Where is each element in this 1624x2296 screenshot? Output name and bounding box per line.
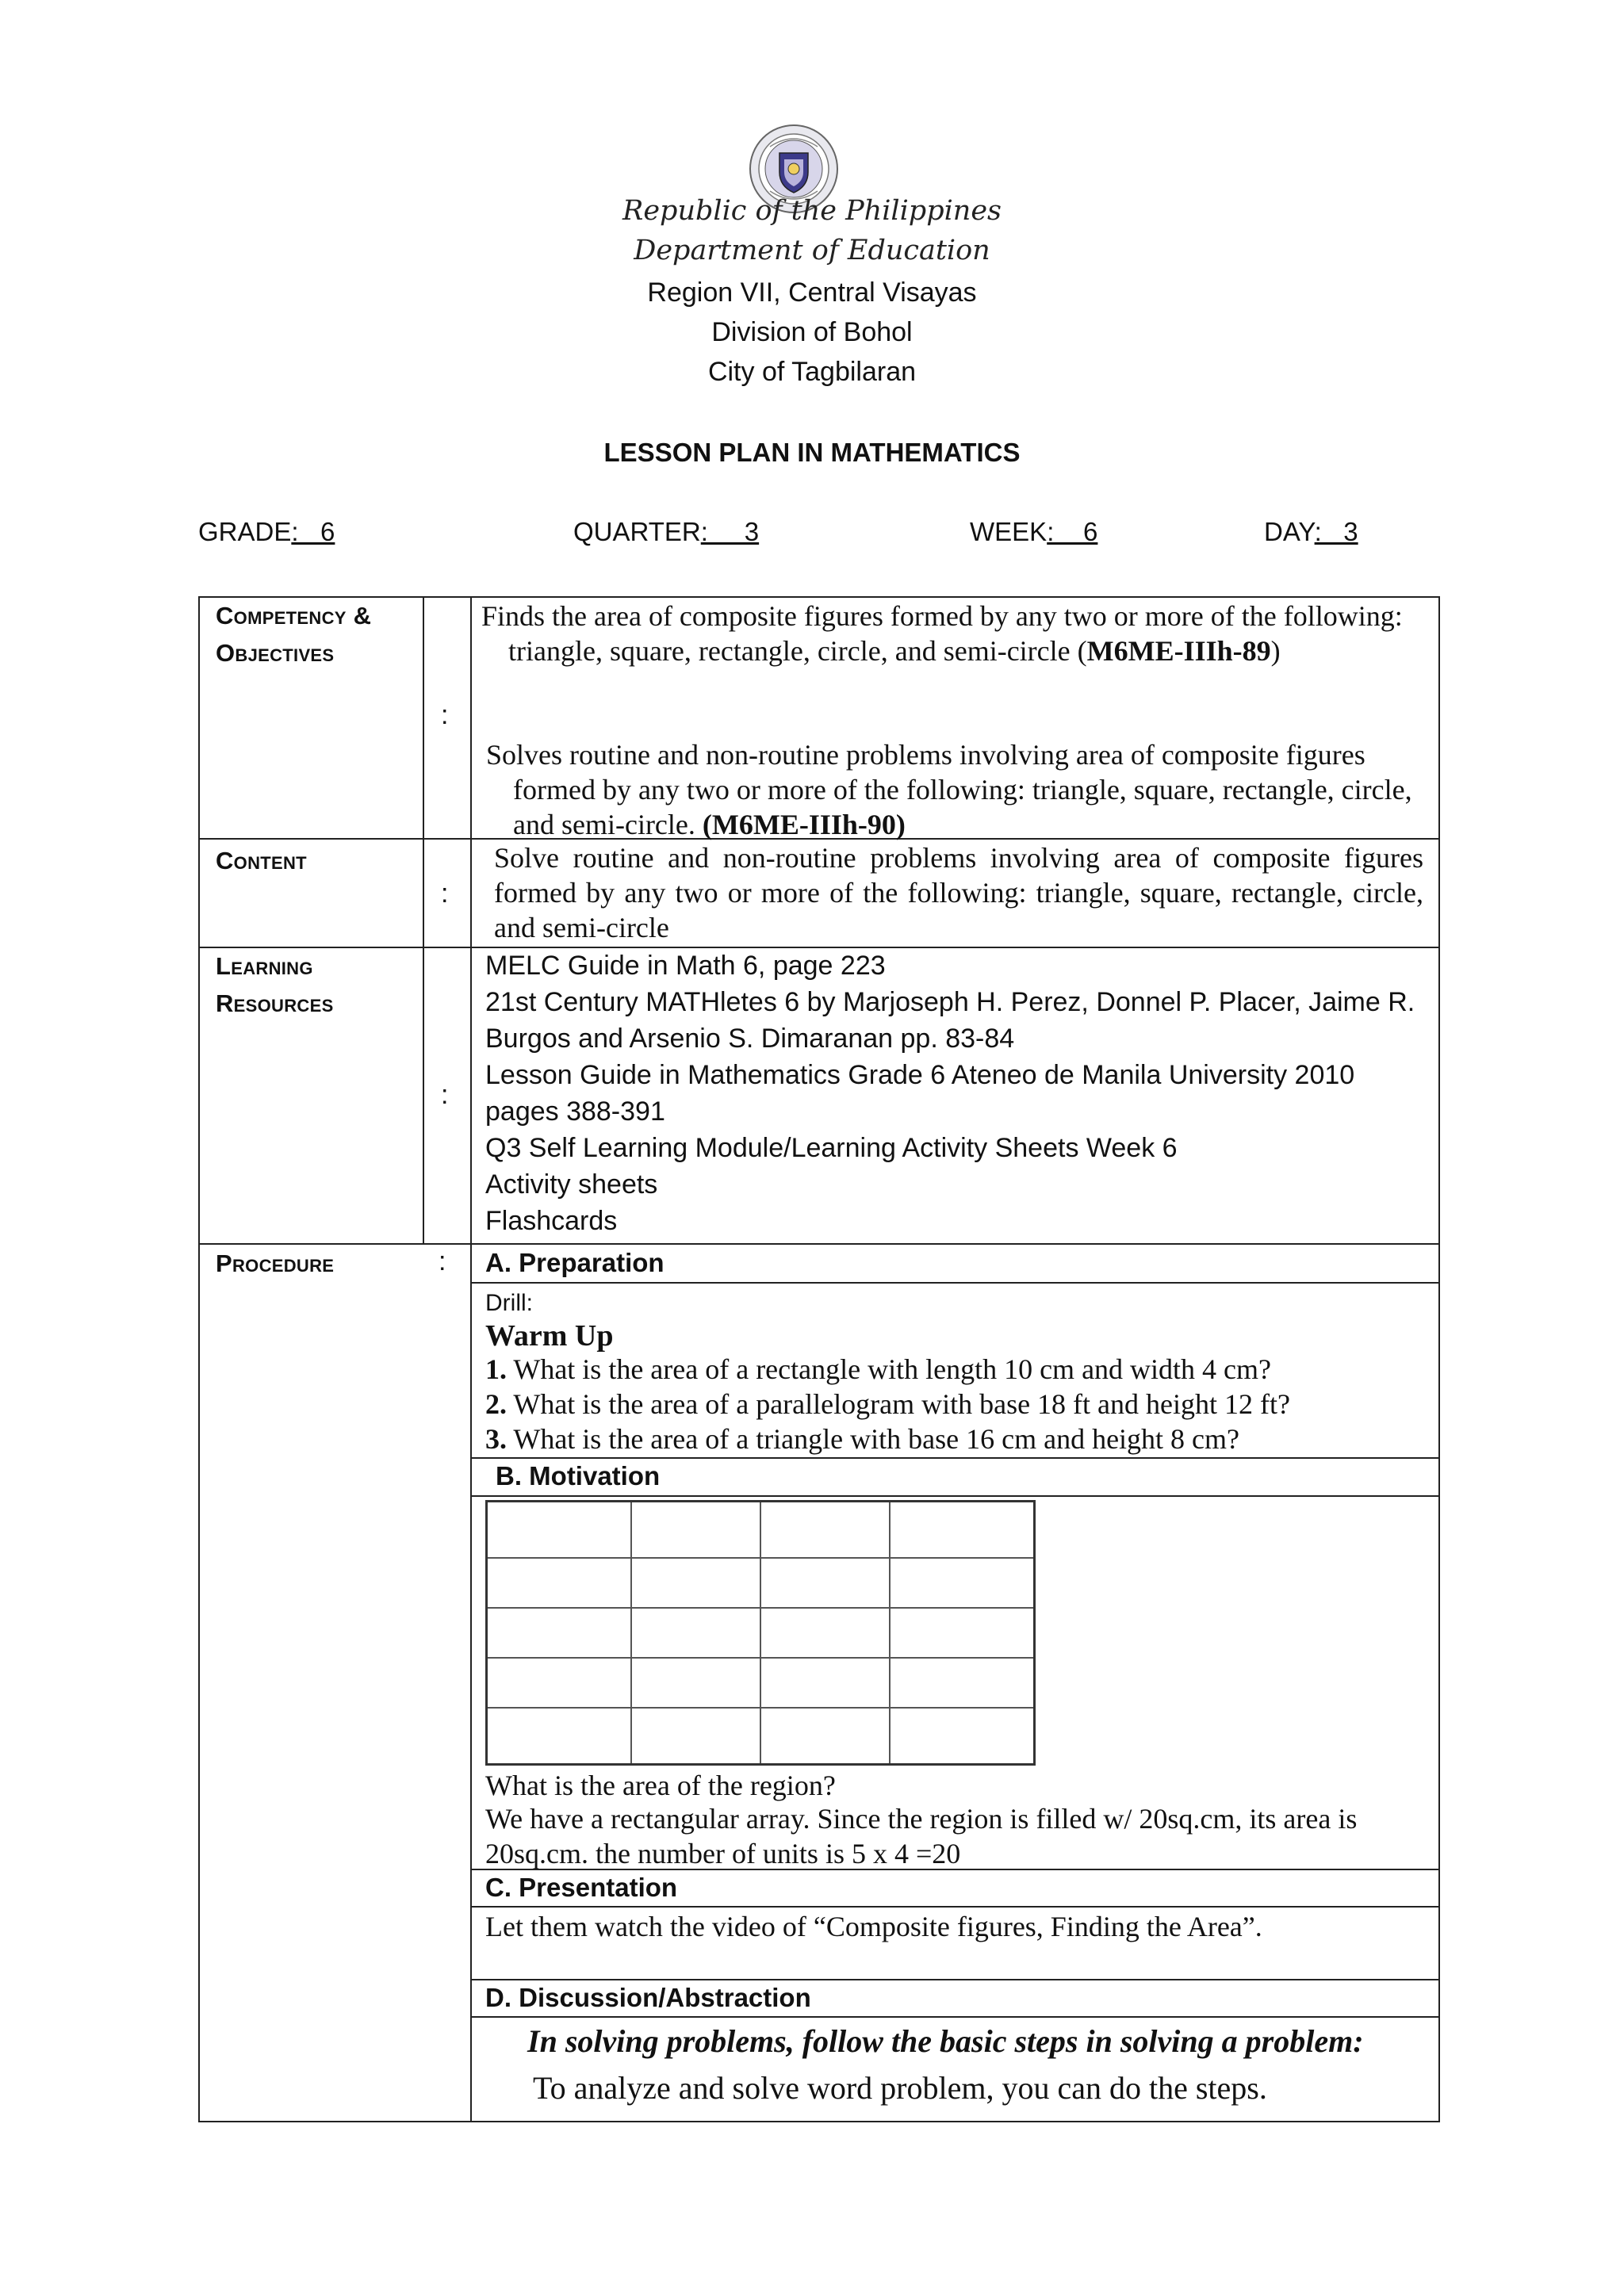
grid-unit-square [760,1558,890,1608]
header-division: Division of Bohol [711,317,913,347]
grade-label: GRADE [198,517,292,546]
discussion-emphasis: In solving problems, follow the basic steps in solving a problem: [527,2023,1364,2059]
resource-item: Activity sheets [485,1169,658,1200]
resource-item: MELC Guide in Math 6, page 223 [485,951,886,981]
question-text: What is the area of a parallelogram with base 18 ft and height 12 ft? [507,1388,1290,1420]
table-content-divider [470,596,472,2122]
procedure-label: Procedure [216,1249,335,1277]
grid-row [487,1658,1035,1708]
motivation-heading: B. Motivation [496,1461,661,1490]
grid-row [487,1502,1035,1558]
divider-preparation [470,1282,1440,1284]
resources-label [216,947,334,1022]
grid-unit-square [487,1608,632,1658]
question-number: 3. [485,1423,507,1455]
resource-item: Lesson Guide in Mathematics Grade 6 Ateneo de Manila University 2010 pages 388-391 [485,1060,1355,1127]
week-value: : 6 [1047,517,1098,546]
content-text: Solve routine and non-routine problems involving area of composite figures formed by any two or more of the following: triangle, square, rectangle, circle, and semi-circle [494,842,1423,943]
grid-unit-square [631,1658,760,1708]
grid-unit-square [631,1708,760,1764]
resource-item: Q3 Self Learning Module/Learning Activity Sheets Week 6 [485,1133,1178,1163]
row-divider-procedure [198,1243,1440,1245]
resources-label-line2: Resources [216,989,334,1017]
grid-unit-square [487,1658,632,1708]
discussion-heading: D. Discussion/Abstraction [485,1983,811,2012]
procedure-colon: : [439,1246,446,1276]
preparation-heading: A. Preparation [485,1248,665,1277]
motivation-answer: We have a rectangular array. Since the region is filled w/ 20sq.cm, its area is 20sq.cm. the number of units is 5 x 4 =20 [485,1803,1358,1869]
content-colon: : [441,878,449,909]
grade-value: : 6 [291,517,335,546]
objective-2-code: (M6ME-IIIh-90) [702,809,906,840]
warmup-heading: Warm Up [485,1319,614,1353]
grade-field [198,517,335,547]
grid-unit-square [631,1502,760,1558]
grid-unit-square [890,1658,1035,1708]
table-border-top [198,596,1440,598]
resources-list [485,947,1433,1239]
warmup-question [485,1387,1429,1422]
resources-colon: : [441,1080,449,1110]
objective-1-code: M6ME-IIIh-89 [1086,635,1271,667]
grid-row [487,1558,1035,1608]
competency-label-line1: Competency & [216,602,372,629]
area-grid-figure [485,1500,1036,1766]
grid-unit-square [760,1608,890,1658]
quarter-label: QUARTER [573,517,701,546]
question-number: 2. [485,1388,507,1420]
objective-1-close: ) [1270,635,1281,667]
grid-unit-square [487,1558,632,1608]
grid-unit-square [760,1658,890,1708]
objective-2-text: Solves routine and non-routine problems involving area of composite figures formed by any two or more of the following: triangle, square, rectangle, circle, and semi-circle. [486,739,1412,840]
objective-1-text: Finds the area of composite figures formed by any two or more of the following: triangle, square, rectangle, circle, and semi-circle ( [481,600,1403,667]
grid-unit-square [890,1502,1035,1558]
presentation-heading: C. Presentation [485,1873,678,1902]
grid-row [487,1608,1035,1658]
table-border-bottom [198,2121,1440,2122]
content-label: Content [216,847,307,874]
day-field [1264,517,1358,547]
motivation-question: What is the area of the region? [485,1770,836,1801]
grid-unit-square [890,1558,1035,1608]
grid-unit-square [487,1502,632,1558]
week-label: WEEK [970,517,1048,546]
week-field [970,517,1097,547]
question-number: 1. [485,1353,507,1385]
divider-discussion [470,2016,1440,2018]
warmup-question [485,1422,1429,1456]
header-region: Region VII, Central Visayas [647,277,977,308]
day-value: : 3 [1314,517,1358,546]
divider-motivation [470,1495,1440,1497]
page-title: LESSON PLAN IN MATHEMATICS [603,438,1021,467]
grid-unit-square [631,1608,760,1658]
resources-label-line1: Learning [216,952,313,980]
header-city: City of Tagbilaran [707,357,917,387]
grid-unit-square [760,1502,890,1558]
competency-label [216,597,371,672]
grid-unit-square [890,1708,1035,1764]
warmup-question [485,1352,1429,1387]
divider-discussion-top [470,1979,1440,1980]
warmup-questions [485,1352,1429,1456]
grid-unit-square [760,1708,890,1764]
objective-2 [486,737,1453,842]
objective-1 [481,599,1448,668]
table-colon-divider [423,596,424,1244]
discussion-text: To analyze and solve word problem, you can do the steps. [533,2070,1267,2106]
drill-label: Drill: [485,1290,533,1316]
grid-unit-square [487,1708,632,1764]
grid-unit-square [631,1558,760,1608]
competency-label-line2: Objectives [216,639,335,667]
table-border-left [198,596,200,2122]
area-grid [485,1500,1036,1766]
presentation-text: Let them watch the video of “Composite figures, Finding the Area”. [485,1911,1262,1942]
divider-motivation-top [470,1457,1440,1459]
quarter-value: : 3 [700,517,760,546]
resource-item: Flashcards [485,1206,618,1236]
question-text: What is the area of a rectangle with length 10 cm and width 4 cm? [507,1353,1272,1385]
competency-colon: : [441,700,449,730]
resource-item: 21st Century MATHletes 6 by Marjoseph H. Perez, Donnel P. Placer, Jaime R. Burgos and Arsenio S. Dimaranan pp. 83-84 [485,987,1415,1054]
question-text: What is the area of a triangle with base 16 cm and height 8 cm? [507,1423,1240,1455]
grid-row [487,1708,1035,1764]
header-republic: Republic of the Philippines [622,195,1002,227]
header-department: Department of Education [634,235,990,266]
quarter-field [573,517,759,547]
divider-presentation [470,1906,1440,1908]
day-label: DAY [1264,517,1315,546]
grid-unit-square [890,1608,1035,1658]
